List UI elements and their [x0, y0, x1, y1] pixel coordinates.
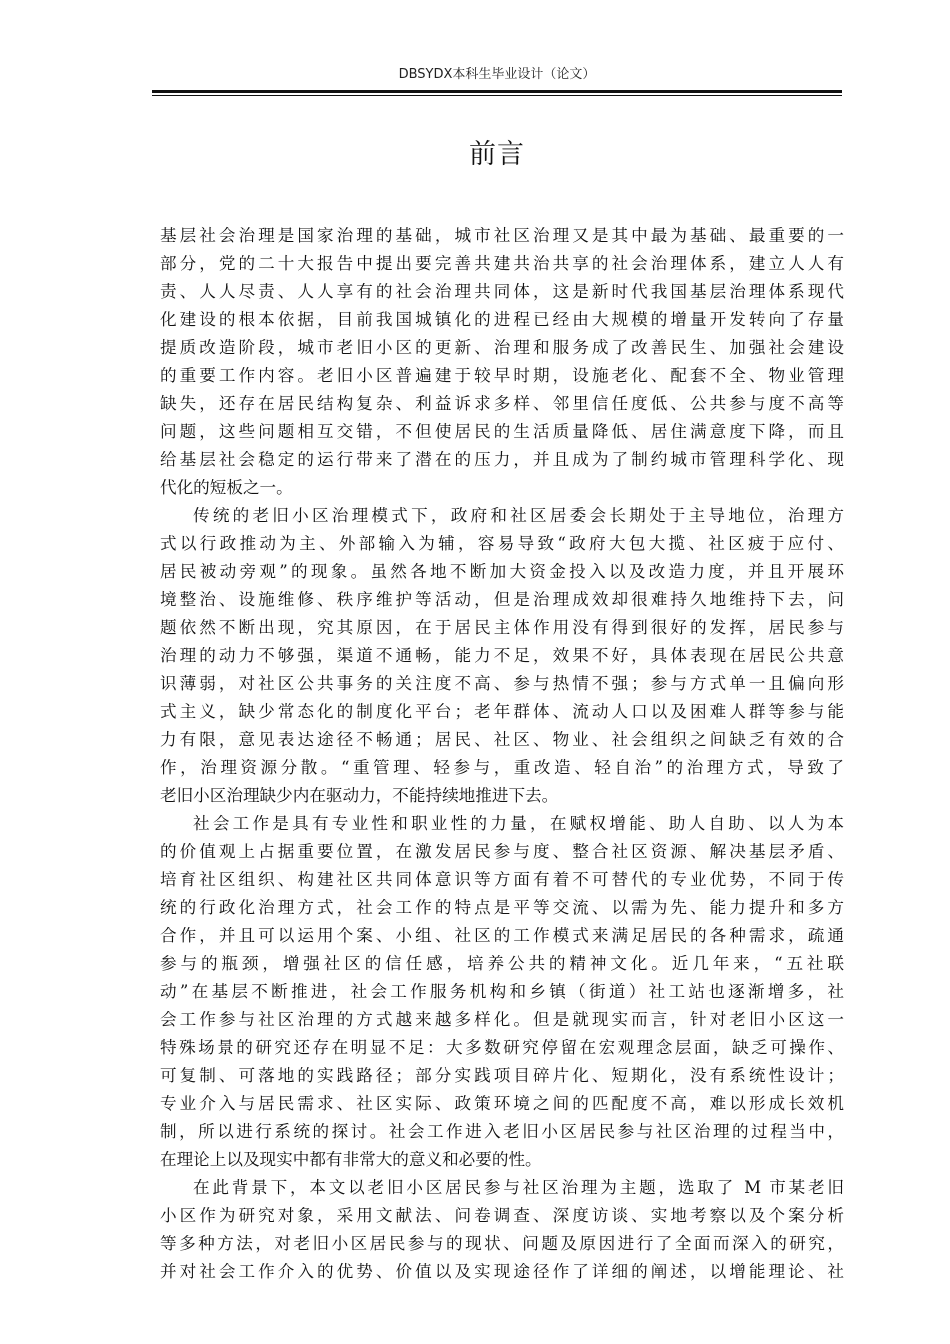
text-line: 统的行政化治理方式，社会工作的特点是平等交流、以需为先、能力提升和多方 [160, 898, 844, 917]
running-title: DBSYDX本科生毕业设计（论文） [398, 67, 596, 82]
text-line: 部分，党的二十大报告中提出要完善共建共治共享的社会治理体系，建立人人有 [160, 254, 844, 273]
paragraph-1 [160, 222, 844, 502]
text-line: 题依然不断出现，究其原因，在于居民主体作用没有得到很好的发挥，居民参与 [160, 618, 844, 637]
text-line: 作，治理资源分散。“重管理、轻参与，重改造、轻自治”的治理方式，导致了 [160, 758, 844, 777]
text-line: 式主义，缺少常态化的制度化平台；老年群体、流动人口以及困难人群等参与能 [160, 702, 844, 721]
text-line: 缺失，还存在居民结构复杂、利益诉求多样、邻里信任度低、公共参与度不高等 [160, 394, 844, 413]
text-line: 力有限，意见表达途径不畅通；居民、社区、物业、社会组织之间缺乏有效的合 [160, 730, 844, 749]
text-line: 基层社会治理是国家治理的基础，城市社区治理又是其中最为基础、最重要的一 [160, 226, 844, 245]
text-line: 参与的瓶颈，增强社区的信任感，培养公共的精神文化。近几年来，“五社联 [160, 954, 844, 973]
text-line: 给基层社会稳定的运行带来了潜在的压力，并且成为了制约城市管理科学化、现 [160, 450, 844, 469]
text-line: 培育社区组织、构建社区共同体意识等方面有着不可替代的专业优势，不同于传 [160, 870, 844, 889]
text-line: 等多种方法，对老旧小区居民参与的现状、问题及原因进行了全面而深入的研究， [160, 1234, 844, 1253]
text-line: 并对社会工作介入的优势、价值以及实现途径作了详细的阐述，以增能理论、社 [160, 1262, 844, 1281]
text-line: 老旧小区治理缺少内在驱动力，不能持续地推进下去。 [160, 786, 559, 805]
paragraph-3 [160, 810, 844, 1174]
text-line: 化建设的根本依据，目前我国城镇化的进程已经由大规模的增量开发转向了存量 [160, 310, 844, 329]
text-line: 特殊场景的研究还存在明显不足：大多数研究停留在宏观理念层面，缺乏可操作、 [160, 1038, 844, 1057]
text-line: 识薄弱，对社区公共事务的关注度不高、参与热情不强；参与方式单一且偏向形 [160, 674, 844, 693]
text-line: 社会工作是具有专业性和职业性的力量，在赋权增能、助人自助、以人为本 [193, 814, 844, 833]
text-line: 动”在基层不断推进，社会工作服务机构和乡镇（街道）社工站也逐渐增多，社 [160, 982, 844, 1001]
text-line: 专业介入与居民需求、社区实际、政策环境之间的匹配度不高，难以形成长效机 [160, 1094, 844, 1113]
text-line: 小区作为研究对象，采用文献法、问卷调查、深度访谈、实地考察以及个案分析 [160, 1206, 844, 1225]
text-line: 合作，并且可以运用个案、小组、社区的工作模式来满足居民的各种需求，疏通 [160, 926, 844, 945]
paragraph-2 [160, 502, 844, 810]
text-line: 问题，这些问题相互交错，不但使居民的生活质量降低、居住满意度下降，而且 [160, 422, 844, 441]
header-rule-thin [152, 95, 842, 96]
text-line: 境整治、设施维修、秩序维护等活动，但是治理成效却很难持久地维持下去，问 [160, 590, 844, 609]
section-title: 前言 [469, 139, 525, 170]
text-line: 提质改造阶段，城市老旧小区的更新、治理和服务成了改善民生、加强社会建设 [160, 338, 844, 357]
text-line: 式以行政推动为主、外部输入为辅，容易导致“政府大包大揽、社区疲于应付、 [160, 534, 844, 553]
text-line: 的价值观上占据重要位置，在激发居民参与度、整合社区资源、解决基层矛盾、 [160, 842, 844, 861]
text-line: 在此背景下，本文以老旧小区居民参与社区治理为主题，选取了 M 市某老旧 [193, 1178, 844, 1197]
text-line: 制，所以进行系统的探讨。社会工作进入老旧小区居民参与社区治理的过程当中， [160, 1122, 844, 1141]
text-line: 可复制、可落地的实践路径；部分实践项目碎片化、短期化，没有系统性设计； [160, 1066, 844, 1085]
paragraph-4 [160, 1174, 844, 1286]
text-line: 的重要工作内容。老旧小区普遍建于较早时期，设施老化、配套不全、物业管理 [160, 366, 844, 385]
text-line: 会工作参与社区治理的方式越来越多样化。但是就现实而言，针对老旧小区这一 [160, 1010, 844, 1029]
text-line: 代化的短板之一。 [160, 478, 293, 497]
text-line: 治理的动力不够强，渠道不通畅，能力不足，效果不好，具体表现在居民公共意 [160, 646, 844, 665]
header-rule-thick [152, 90, 842, 93]
text-line: 居民被动旁观”的现象。虽然各地不断加大资金投入以及改造力度，并且开展环 [160, 562, 844, 581]
text-line: 传统的老旧小区治理模式下，政府和社区居委会长期处于主导地位，治理方 [193, 506, 844, 525]
body-text [160, 222, 844, 1286]
text-line: 在理论上以及现实中都有非常大的意义和必要的性。 [160, 1150, 542, 1169]
text-line: 责、人人尽责、人人享有的社会治理共同体，这是新时代我国基层治理体系现代 [160, 282, 844, 301]
